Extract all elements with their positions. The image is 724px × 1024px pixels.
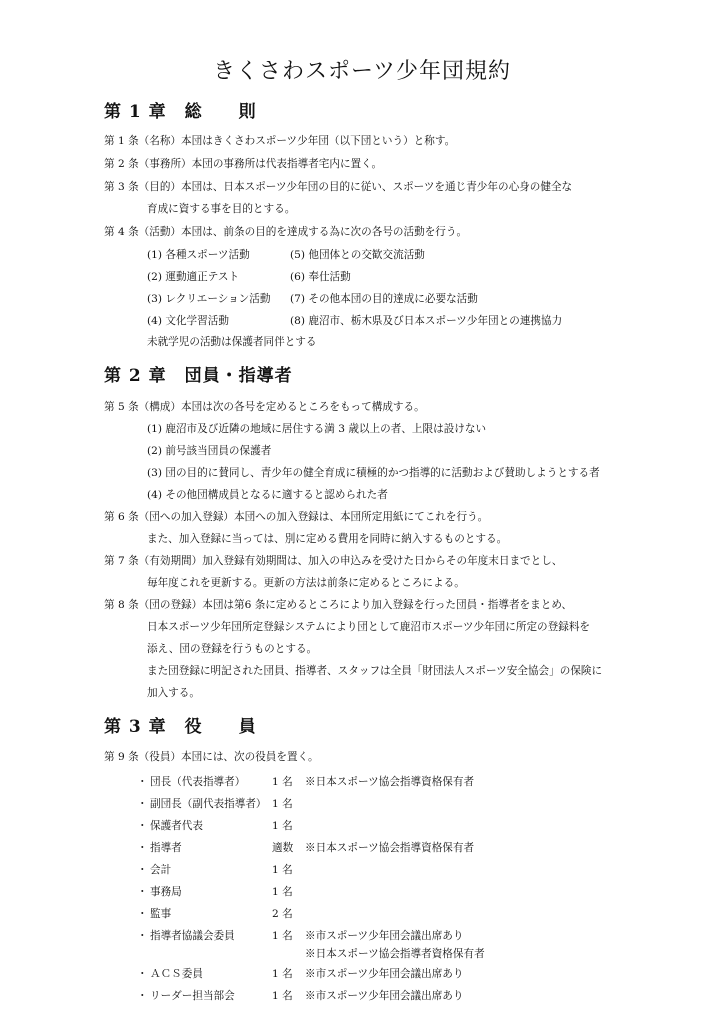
officer-note: ※市スポーツ少年団会議出席あり (305, 968, 464, 980)
member-item: (3) 団の目的に賛同し、青少年の健全育成に積極的かつ指導的に活動および賛助しようとする者 (147, 467, 600, 479)
article-8-line4: また団登録に明記された団員、指導者、スタッフは全員「財団法人スポーツ安全協会」の保険に (147, 665, 603, 677)
list-bullet: ・ (137, 968, 148, 980)
chapter-2-heading: 第 2 章 団員・指導者 (104, 366, 293, 386)
chapter-1-heading: 第 1 章 総 則 (104, 102, 257, 122)
list-bullet: ・ (137, 990, 148, 1002)
officer-role: 事務局 (150, 886, 182, 898)
article-7-line1: 第 7 条（有効期間）加入登録有効期間は、加入の申込みを受けた日からその年度末日までとし、 (104, 555, 563, 567)
activity-item: (3) レクリエーション活動 (147, 293, 271, 305)
article-3-line2: 育成に資する事を目的とする。 (147, 203, 296, 215)
article-8-line1: 第 8 条（団の登録）本団は第6 条に定めるところにより加入登録を行った団員・指導者をまとめ、 (104, 599, 573, 611)
article-7-line2: 毎年度これを更新する。更新の方法は前条に定めるところによる。 (147, 577, 465, 589)
article-4-note: 未就学児の活動は保護者同伴とする (147, 336, 317, 348)
list-bullet: ・ (137, 820, 148, 832)
activity-item: (4) 文化学習活動 (147, 315, 229, 327)
officer-count: 1 名 (272, 990, 293, 1002)
article-8-line3: 添え、団の登録を行うものとする。 (147, 643, 318, 655)
list-bullet: ・ (137, 776, 148, 788)
document-title: きくさわスポーツ少年団規約 (212, 59, 512, 84)
activity-item: (6) 奉仕活動 (290, 271, 351, 283)
officer-count: 1 名 (272, 798, 293, 810)
officer-role: 団長（代表指導者） (150, 776, 246, 788)
officer-count: 2 名 (272, 908, 293, 920)
officer-note: ※日本スポーツ協会指導者資格保有者 (305, 948, 485, 960)
list-bullet: ・ (137, 930, 148, 942)
list-bullet: ・ (137, 908, 148, 920)
officer-role: 指導者 (150, 842, 182, 854)
article-6-line2: また、加入登録に当っては、別に定める費用を同時に納入するものとする。 (147, 533, 508, 545)
officer-role: 保護者代表 (150, 820, 203, 832)
activity-item: (1) 各種スポーツ活動 (147, 249, 250, 261)
article-6-line1: 第 6 条（団への加入登録）本団への加入登録は、本団所定用紙にてこれを行う。 (104, 511, 489, 523)
article-3-line1: 第 3 条（目的）本団は、日本スポーツ少年団の目的に従い、スポーツを通じ青少年の心身の健全な (104, 181, 573, 193)
activity-item: (5) 他団体との交歓交流活動 (290, 249, 425, 261)
officer-count: 1 名 (272, 968, 293, 980)
article-5: 第 5 条（構成）本団は次の各号を定めるところをもって構成する。 (104, 401, 425, 413)
article-4: 第 4 条（活動）本団は、前条の目的を達成する為に次の各号の活動を行う。 (104, 226, 468, 238)
list-bullet: ・ (137, 798, 148, 810)
officer-count: 適数 (272, 842, 294, 854)
officer-count: 1 名 (272, 776, 293, 788)
officer-role: 会計 (150, 864, 172, 876)
article-9: 第 9 条（役員）本団には、次の役員を置く。 (104, 751, 319, 763)
officer-role: ＡＣＳ委員 (150, 968, 203, 980)
member-item: (4) その他団構成員となるに適すると認められた者 (147, 489, 388, 501)
officer-role: リーダー担当部会 (150, 990, 235, 1002)
article-8-line5: 加入する。 (147, 687, 200, 699)
chapter-3-heading: 第 3 章 役 員 (104, 717, 257, 737)
officer-note: ※市スポーツ少年団会議出席あり (305, 990, 464, 1002)
officer-role: 指導者協議会委員 (150, 930, 235, 942)
list-bullet: ・ (137, 842, 148, 854)
officer-count: 1 名 (272, 864, 293, 876)
officer-role: 副団長（副代表指導者） (150, 798, 267, 810)
officer-count: 1 名 (272, 930, 293, 942)
article-2: 第 2 条（事務所）本団の事務所は代表指導者宅内に置く。 (104, 158, 383, 170)
officer-role: 監事 (150, 908, 172, 920)
member-item: (2) 前号該当団員の保護者 (147, 445, 272, 457)
activity-item: (2) 運動適正テスト (147, 271, 240, 283)
article-8-line2: 日本スポーツ少年団所定登録システムにより団として鹿沼市スポーツ少年団に所定の登録料を (147, 621, 591, 633)
officer-note: ※日本スポーツ協会指導資格保有者 (305, 842, 475, 854)
officer-count: 1 名 (272, 820, 293, 832)
officer-note: ※市スポーツ少年団会議出席あり (305, 930, 464, 942)
officer-count: 1 名 (272, 886, 293, 898)
list-bullet: ・ (137, 886, 148, 898)
member-item: (1) 鹿沼市及び近隣の地域に居住する満 3 歳以上の者、上限は設けない (147, 423, 487, 435)
activity-item: (7) その他本団の目的達成に必要な活動 (290, 293, 478, 305)
activity-item: (8) 鹿沼市、栃木県及び日本スポーツ少年団との連携協力 (290, 315, 563, 327)
list-bullet: ・ (137, 864, 148, 876)
officer-note: ※日本スポーツ協会指導資格保有者 (305, 776, 475, 788)
article-1: 第 1 条（名称）本団はきくさわスポーツ少年団（以下団という）と称す。 (104, 135, 456, 147)
